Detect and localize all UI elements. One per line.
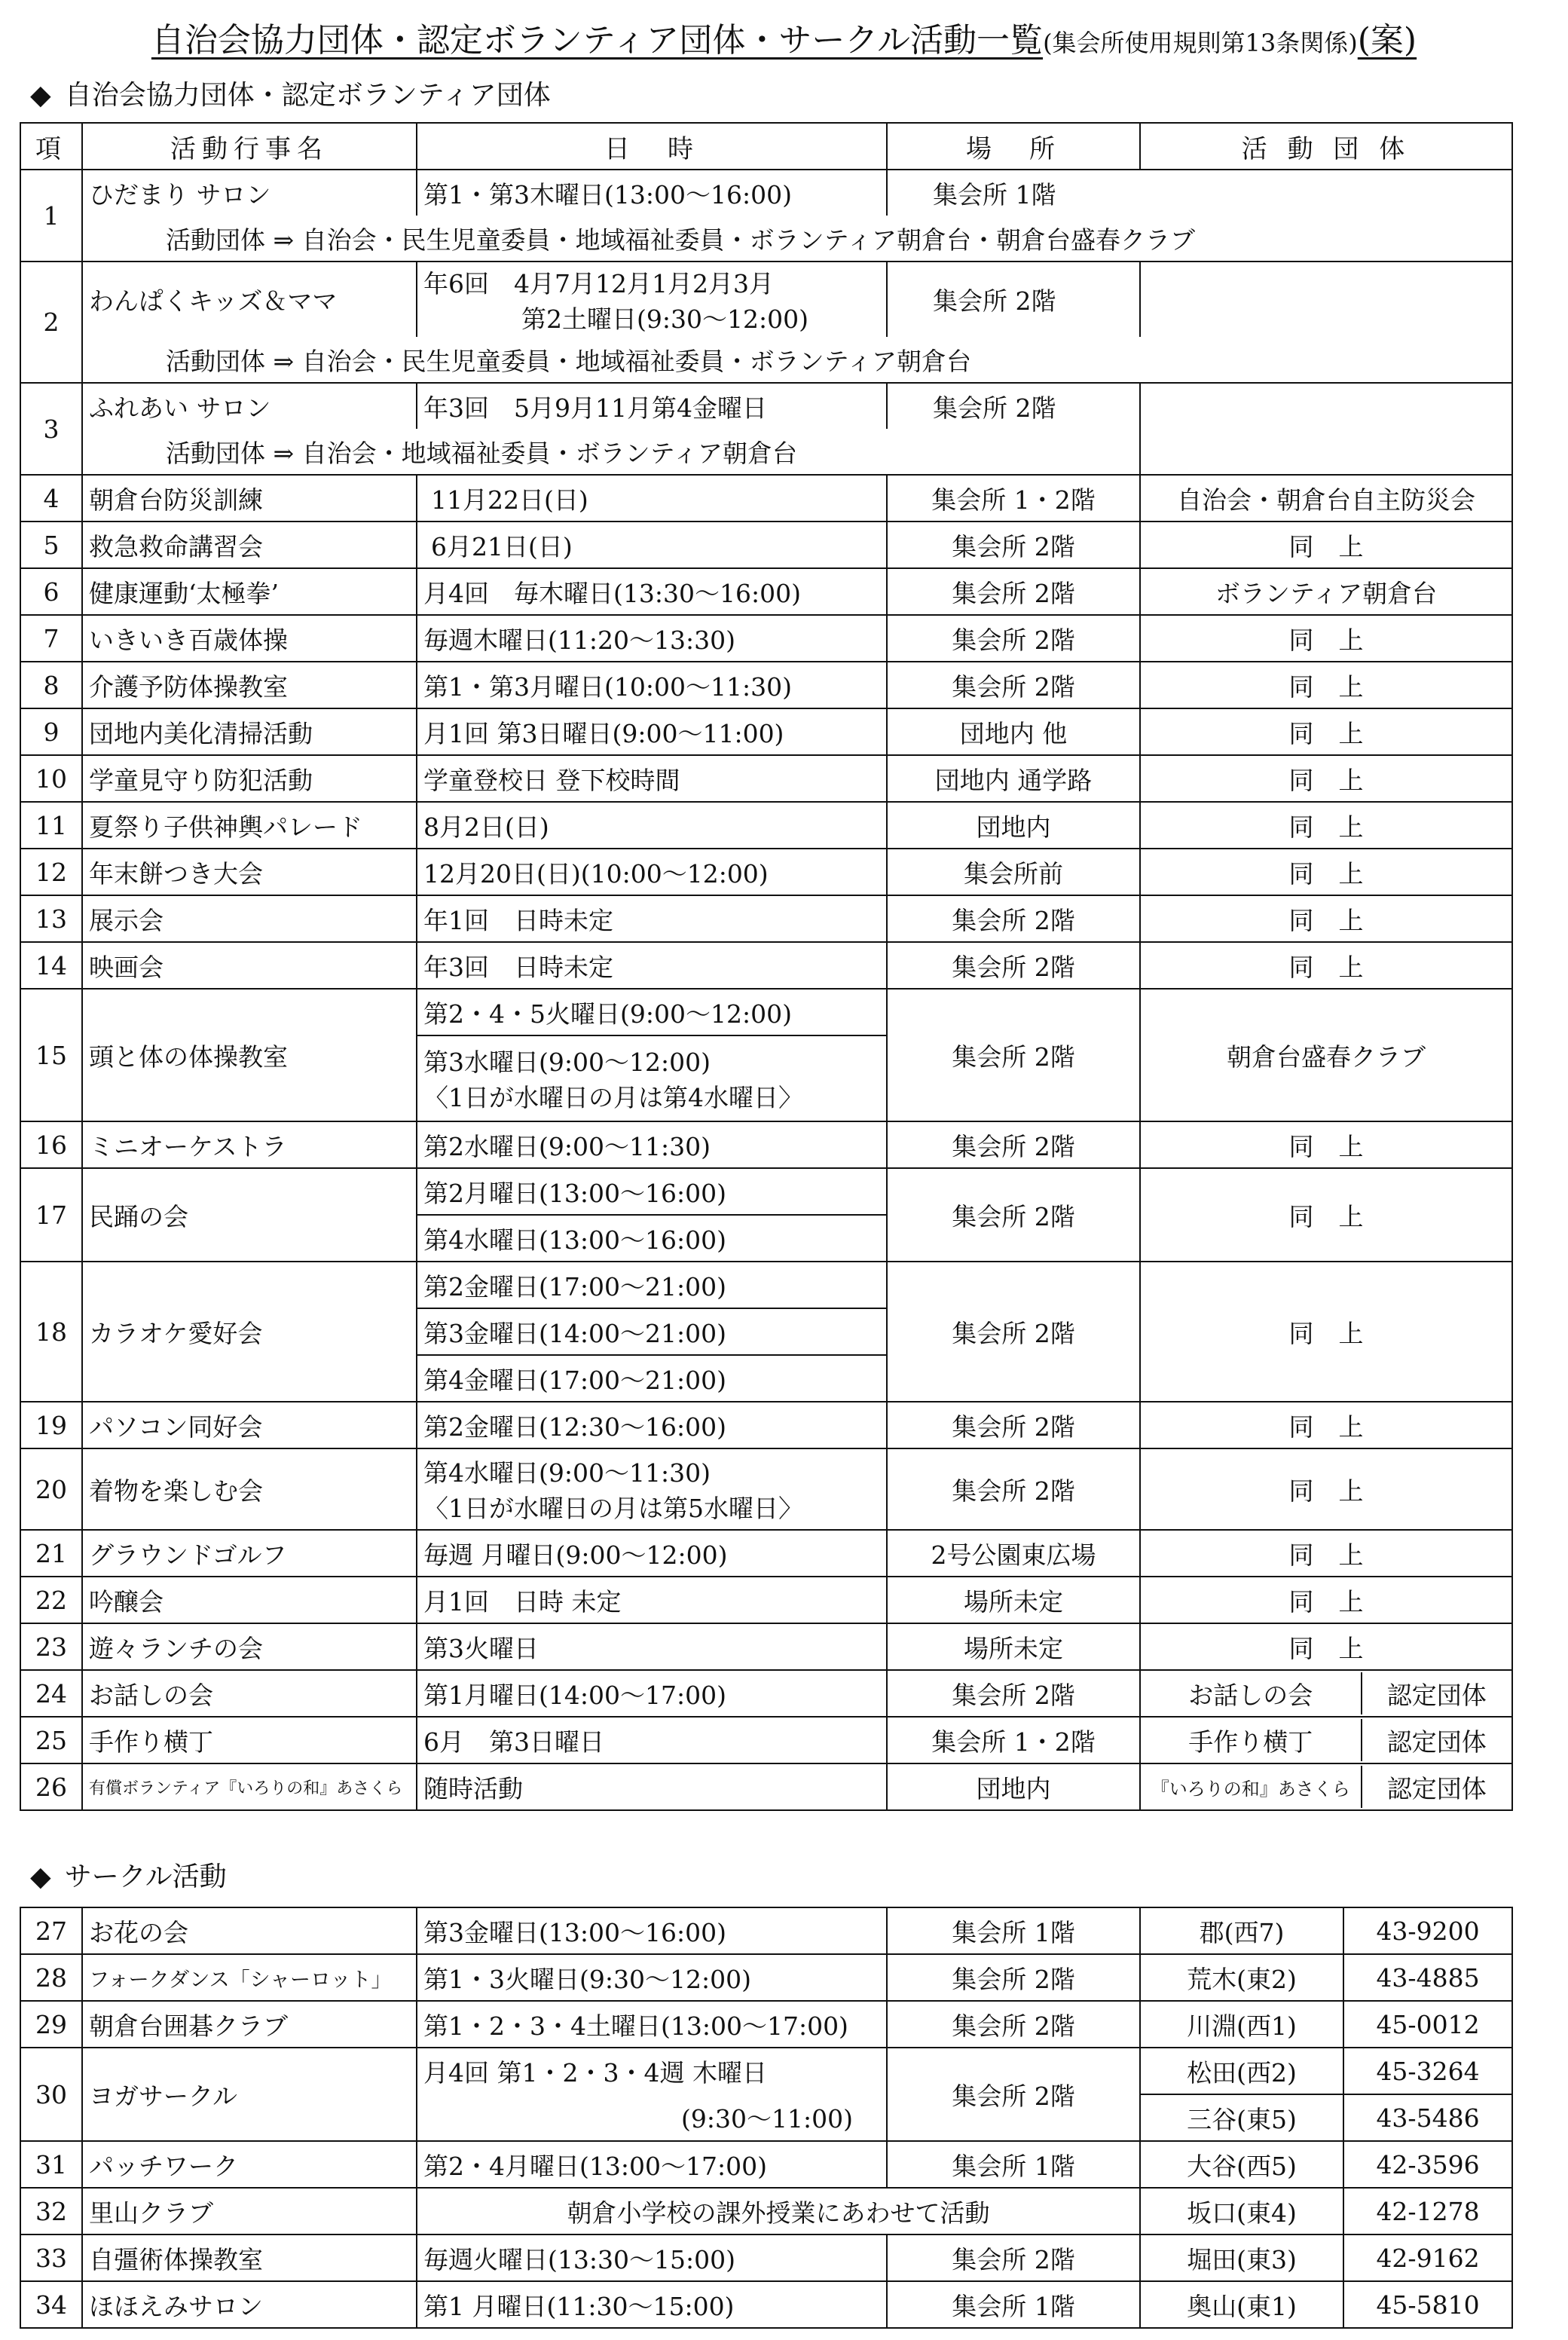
table-cell: 活動団体 ⇒ 自治会・民生児童委員・地域福祉委員・ボランティア朝倉台	[82, 337, 1512, 383]
table-cell: 同 上	[1140, 1448, 1512, 1530]
table-cell: 集会所 2階	[887, 1448, 1140, 1530]
table-cell: 団地内 他	[887, 708, 1140, 755]
table-row	[20, 170, 1512, 216]
table-cell: 荒木(東2)	[1140, 1954, 1343, 2001]
table-cell: 第1月曜日(14:00～17:00)	[417, 1670, 887, 1717]
table-cell: ふれあい サロン	[82, 383, 417, 429]
table-cell: 5	[20, 522, 82, 568]
table-cell: 第2金曜日(17:00～21:00)	[417, 1262, 887, 1308]
table-row	[20, 1670, 1512, 1717]
table-cell: わんぱくキッズ＆ママ	[82, 262, 417, 337]
table-cell: 有償ボランティア『いろりの和』あさくら	[82, 1763, 417, 1810]
table-cell: 里山クラブ	[82, 2188, 417, 2234]
table-cell: 第2・4・5火曜日(9:00～12:00)	[417, 989, 887, 1035]
table-cell: 月1回 第3日曜日(9:00～11:00)	[417, 708, 887, 755]
table-row	[20, 708, 1512, 755]
table-row	[20, 755, 1512, 802]
table-cell: ボランティア朝倉台	[1140, 568, 1512, 615]
table-row	[20, 262, 1512, 337]
table-row	[20, 989, 1512, 1035]
table-cell: 自治会・朝倉台自主防災会	[1140, 475, 1512, 522]
table-cell: 同 上	[1140, 1262, 1512, 1402]
table-cell: 集会所 1・2階	[887, 475, 1140, 522]
table-cell: 集会所 2階	[887, 2048, 1140, 2141]
table-cell: 手作り横丁	[82, 1717, 417, 1763]
table-cell: 45-5810	[1343, 2281, 1512, 2328]
table-cell: 活動団体 ⇒ 自治会・地域福祉委員・ボランティア朝倉台	[82, 429, 1140, 475]
table-row	[20, 802, 1512, 849]
table-row	[20, 1907, 1512, 1954]
table-cell: 32	[20, 2188, 82, 2234]
table-row	[20, 1763, 1512, 1810]
table-cell: 11	[20, 802, 82, 849]
table-cell: 同 上	[1140, 615, 1512, 662]
table-cell: 6	[20, 568, 82, 615]
table-cell: 活動団体 ⇒ 自治会・民生児童委員・地域福祉委員・ボランティア朝倉台・朝倉台盛春クラブ	[82, 216, 1512, 262]
table-cell: 年3回 日時未定	[417, 942, 887, 989]
table-cell: 年3回 5月9月11月第4金曜日	[417, 383, 887, 429]
table-cell: 堀田(東3)	[1140, 2234, 1343, 2281]
title-suffix: (案)	[1357, 21, 1417, 60]
table-cell: 映画会	[82, 942, 417, 989]
table-cell: 集会所 2階	[887, 568, 1140, 615]
table-cell: 集会所 2階	[887, 1121, 1140, 1168]
table-cell: 第1・2・3・4土曜日(13:00～17:00)	[417, 2001, 887, 2048]
table-row	[20, 383, 1512, 429]
table-cell: 月1回 日時 未定	[417, 1577, 887, 1623]
table-cell: 20	[20, 1448, 82, 1530]
table-cell: 第3金曜日(14:00～21:00)	[417, 1308, 887, 1355]
table-cell: ほほえみサロン	[82, 2281, 417, 2328]
table-cell	[1140, 1763, 1512, 1810]
table-row	[20, 216, 1512, 262]
table-cell: 18	[20, 1262, 82, 1402]
table-row	[20, 895, 1512, 942]
table-cell: 同 上	[1140, 802, 1512, 849]
table-cell: 毎週火曜日(13:30～15:00)	[417, 2234, 887, 2281]
table-cell: 集会所 2階	[887, 942, 1140, 989]
table-cell: 第1・3火曜日(9:30～12:00)	[417, 1954, 887, 2001]
table-cell: 奥山(東1)	[1140, 2281, 1343, 2328]
table-cell	[1140, 1717, 1512, 1763]
table-cell: 15	[20, 989, 82, 1121]
table-row	[20, 1530, 1512, 1577]
table-cell	[1140, 262, 1512, 337]
table-row	[20, 2001, 1512, 2048]
table-cell: 6月 第3日曜日	[417, 1717, 887, 1763]
table-cell: 集会所 2階	[887, 1954, 1140, 2001]
table-cell: 第2・4月曜日(13:00～17:00)	[417, 2141, 887, 2188]
table-cell: 団地内	[887, 1763, 1140, 1810]
table-cell: 34	[20, 2281, 82, 2328]
table-cell: 朝倉台囲碁クラブ	[82, 2001, 417, 2048]
table-cell: 川淵(西1)	[1140, 2001, 1343, 2048]
table-cell: 夏祭り子供神輿パレード	[82, 802, 417, 849]
table-cell: 認定団体	[1386, 1773, 1487, 1803]
table-cell: 認定団体	[1386, 1727, 1487, 1757]
table-cell: 25	[20, 1717, 82, 1763]
table-cell: 同 上	[1140, 708, 1512, 755]
table-cell: 同 上	[1140, 1402, 1512, 1448]
table-cell: 朝倉台盛春クラブ	[1140, 989, 1512, 1121]
table-cell: 2	[20, 262, 82, 383]
table-cell: 11月22日(日)	[417, 475, 887, 522]
table-cell: 松田(西2)	[1140, 2048, 1343, 2094]
table-cell: お話しの会	[82, 1670, 417, 1717]
header-place: 場 所	[887, 123, 1140, 170]
table-cell: 42-3596	[1343, 2141, 1512, 2188]
table-cell: 健康運動‘太極拳’	[82, 568, 417, 615]
table-row	[20, 1954, 1512, 2001]
table-row	[20, 1577, 1512, 1623]
table-cell: 4	[20, 475, 82, 522]
table-cell: 介護予防体操教室	[82, 662, 417, 708]
table-cell: 集会所 2階	[887, 1168, 1140, 1262]
table-cell: 『いろりの和』あさくら	[1141, 1766, 1362, 1808]
table-row	[20, 2281, 1512, 2328]
table-cell: 朝倉台防災訓練	[82, 475, 417, 522]
table-cell: 集会所 1階	[887, 170, 1140, 216]
table-cell: 13	[20, 895, 82, 942]
table-cell: 同 上	[1140, 1623, 1512, 1670]
table-cell: 31	[20, 2141, 82, 2188]
table-cell: 2号公園東広場	[887, 1530, 1140, 1577]
table-cell: 7	[20, 615, 82, 662]
header-datetime: 日 時	[417, 123, 887, 170]
table-cell: 同 上	[1140, 942, 1512, 989]
table-row	[20, 2234, 1512, 2281]
table-row	[20, 2048, 1512, 2094]
table-cell: 8	[20, 662, 82, 708]
table-cell: 集会所 1階	[887, 1907, 1140, 1954]
table-cell: 28	[20, 1954, 82, 2001]
table-cell: 3	[20, 383, 82, 475]
table-cell: 年6回 4月7月12月1月2月3月 第2土曜日(9:30～12:00)	[417, 262, 887, 337]
table-cell: 集会所 2階	[887, 1402, 1140, 1448]
table-row	[20, 1717, 1512, 1763]
table-cell: 16	[20, 1121, 82, 1168]
table-cell: 第3水曜日(9:00～12:00) 〈1日が水曜日の月は第4水曜日〉	[417, 1035, 887, 1121]
table-row	[20, 475, 1512, 522]
table-cell: 集会所 2階	[887, 522, 1140, 568]
table-cell: パッチワーク	[82, 2141, 417, 2188]
table-cell: グラウンドゴルフ	[82, 1530, 417, 1577]
section-heading-groups: ◆ 自治会協力団体・認定ボランティア団体	[30, 80, 551, 111]
table-cell: 集会所 2階	[887, 383, 1140, 429]
table-cell: 集会所 2階	[887, 262, 1140, 337]
table-cell: 43-9200	[1343, 1907, 1512, 1954]
table-cell: 同 上	[1140, 1168, 1512, 1262]
table-cell: 集会所前	[887, 849, 1140, 895]
table-cell: 43-5486	[1343, 2094, 1512, 2141]
table-cell: 毎週木曜日(11:20～13:30)	[417, 615, 887, 662]
table-cell: フォークダンス「シャーロット」	[82, 1954, 417, 2001]
table-cell	[1140, 1670, 1512, 1717]
table-cell: 21	[20, 1530, 82, 1577]
groups-table	[20, 122, 1513, 1811]
table-row	[20, 615, 1512, 662]
table-cell: 19	[20, 1402, 82, 1448]
table-row	[20, 1262, 1512, 1308]
table-cell: 第3火曜日	[417, 1623, 887, 1670]
table-cell: 同 上	[1140, 1530, 1512, 1577]
table-cell: 集会所 2階	[887, 1262, 1140, 1402]
table-cell: 手作り横丁	[1141, 1719, 1362, 1761]
diamond-icon: ◆	[30, 1861, 51, 1892]
table-row	[20, 1121, 1512, 1168]
table-cell: お花の会	[82, 1907, 417, 1954]
table-cell: 集会所 1・2階	[887, 1717, 1140, 1763]
document-title	[0, 17, 1568, 67]
diamond-icon: ◆	[30, 80, 51, 111]
table-cell: 第2水曜日(9:00～11:30)	[417, 1121, 887, 1168]
table-cell: 場所未定	[887, 1577, 1140, 1623]
table-cell: 第1・第3木曜日(13:00～16:00)	[417, 170, 887, 216]
table-cell: 26	[20, 1763, 82, 1810]
table-cell: 12	[20, 849, 82, 895]
table-cell: 集会所 2階	[887, 2001, 1140, 2048]
table-cell: 同 上	[1140, 895, 1512, 942]
table-cell: 42-9162	[1343, 2234, 1512, 2281]
table-cell: 同 上	[1140, 662, 1512, 708]
table-cell: 9	[20, 708, 82, 755]
table-cell: 43-4885	[1343, 1954, 1512, 2001]
table-cell: 1	[20, 170, 82, 262]
table-cell: 第2月曜日(13:00～16:00)	[417, 1168, 887, 1215]
table-row	[20, 1448, 1512, 1530]
table-cell: 同 上	[1140, 755, 1512, 802]
table-cell: ひだまり サロン	[82, 170, 417, 216]
table-cell: 22	[20, 1577, 82, 1623]
title-main: 自治会協力団体・認定ボランティア団体・サークル活動一覧	[151, 21, 1044, 60]
table-cell: 頭と体の体操教室	[82, 989, 417, 1121]
circles-table	[20, 1907, 1513, 2329]
table-cell: 団地内美化清掃活動	[82, 708, 417, 755]
table-cell: 29	[20, 2001, 82, 2048]
table-cell: 第4水曜日(9:00～11:30) 〈1日が水曜日の月は第5水曜日〉	[417, 1448, 887, 1530]
table-cell: 30	[20, 2048, 82, 2141]
table-cell: 第1 月曜日(11:30～15:00)	[417, 2281, 887, 2328]
table-row	[20, 522, 1512, 568]
table-cell: カラオケ愛好会	[82, 1262, 417, 1402]
table-cell: 6月21日(日)	[417, 522, 887, 568]
table-cell: 認定団体	[1386, 1680, 1487, 1710]
table-row	[20, 662, 1512, 708]
table-cell: 坂口(東4)	[1140, 2188, 1343, 2234]
table-cell: 8月2日(日)	[417, 802, 887, 849]
table-row	[20, 849, 1512, 895]
table-cell: 27	[20, 1907, 82, 1954]
table-cell: 着物を楽しむ会	[82, 1448, 417, 1530]
table-cell: 団地内 通学路	[887, 755, 1140, 802]
table-cell: 大谷(西5)	[1140, 2141, 1343, 2188]
table-cell: 集会所 2階	[887, 615, 1140, 662]
table-cell: 救急救命講習会	[82, 522, 417, 568]
table-cell: 遊々ランチの会	[82, 1623, 417, 1670]
table-row	[20, 568, 1512, 615]
table-cell: 年1回 日時未定	[417, 895, 887, 942]
table-cell: 17	[20, 1168, 82, 1262]
header-name: 活動行事名	[82, 123, 417, 170]
table-cell: 月4回 第1・2・3・4週 木曜日	[417, 2048, 887, 2094]
table-cell: 場所未定	[887, 1623, 1140, 1670]
table-cell: お話しの会	[1141, 1672, 1362, 1714]
table-cell: 第2金曜日(12:30～16:00)	[417, 1402, 887, 1448]
table-cell: 自彊術体操教室	[82, 2234, 417, 2281]
title-sub: (集会所使用規則第13条関係)	[1043, 29, 1358, 57]
table-cell: 同 上	[1140, 522, 1512, 568]
table-cell: 集会所 1階	[887, 2141, 1140, 2188]
table-cell: 33	[20, 2234, 82, 2281]
table-row	[20, 1402, 1512, 1448]
table-cell: 朝倉小学校の課外授業にあわせて活動	[417, 2188, 1140, 2234]
table-cell: 第3金曜日(13:00～16:00)	[417, 1907, 887, 1954]
section-heading-circles: ◆ サークル活動	[30, 1861, 227, 1892]
table-cell: 集会所 2階	[887, 662, 1140, 708]
table-cell: 学童登校日 登下校時間	[417, 755, 887, 802]
table-cell: 第4金曜日(17:00～21:00)	[417, 1355, 887, 1402]
table-cell	[1140, 170, 1512, 216]
table-cell: 学童見守り防犯活動	[82, 755, 417, 802]
table-cell: ヨガサークル	[82, 2048, 417, 2141]
table-cell: 随時活動	[417, 1763, 887, 1810]
table-cell: 同 上	[1140, 849, 1512, 895]
table-cell: 14	[20, 942, 82, 989]
table-cell: (9:30～11:00)	[417, 2094, 887, 2141]
table-cell: 第1・第3月曜日(10:00～11:30)	[417, 662, 887, 708]
table-cell: 12月20日(日)(10:00～12:00)	[417, 849, 887, 895]
table-cell: パソコン同好会	[82, 1402, 417, 1448]
table-cell: 民踊の会	[82, 1168, 417, 1262]
table-cell: 集会所 2階	[887, 895, 1140, 942]
header-no: 項	[20, 123, 82, 170]
table-cell: 42-1278	[1343, 2188, 1512, 2234]
table-cell: 三谷(東5)	[1140, 2094, 1343, 2141]
table-row	[20, 2188, 1512, 2234]
table-cell: 集会所 2階	[887, 2234, 1140, 2281]
table-cell: 展示会	[82, 895, 417, 942]
table-cell: 月4回 毎木曜日(13:30～16:00)	[417, 568, 887, 615]
table-cell: 同 上	[1140, 1577, 1512, 1623]
table-cell: 毎週 月曜日(9:00～12:00)	[417, 1530, 887, 1577]
table-row	[20, 337, 1512, 383]
table-cell: 集会所 2階	[887, 989, 1140, 1121]
table-cell: 郡(西7)	[1140, 1907, 1343, 1954]
table-row	[20, 1623, 1512, 1670]
table-cell: 吟醸会	[82, 1577, 417, 1623]
table-cell: 第4水曜日(13:00～16:00)	[417, 1215, 887, 1262]
table-cell: 45-0012	[1343, 2001, 1512, 2048]
header-group: 活 動 団 体	[1140, 123, 1512, 170]
table-cell: ミニオーケストラ	[82, 1121, 417, 1168]
table-cell: 年末餅つき大会	[82, 849, 417, 895]
table-cell: 集会所 1階	[887, 2281, 1140, 2328]
table-cell: 45-3264	[1343, 2048, 1512, 2094]
table-row	[20, 1168, 1512, 1215]
table-cell: 23	[20, 1623, 82, 1670]
table-cell: 団地内	[887, 802, 1140, 849]
table-cell: 24	[20, 1670, 82, 1717]
table-cell: 10	[20, 755, 82, 802]
table-cell: 集会所 2階	[887, 1670, 1140, 1717]
table-cell: いきいき百歳体操	[82, 615, 417, 662]
table-cell	[1140, 383, 1512, 475]
table-cell: 同 上	[1140, 1121, 1512, 1168]
table-row	[20, 942, 1512, 989]
table-row	[20, 2141, 1512, 2188]
